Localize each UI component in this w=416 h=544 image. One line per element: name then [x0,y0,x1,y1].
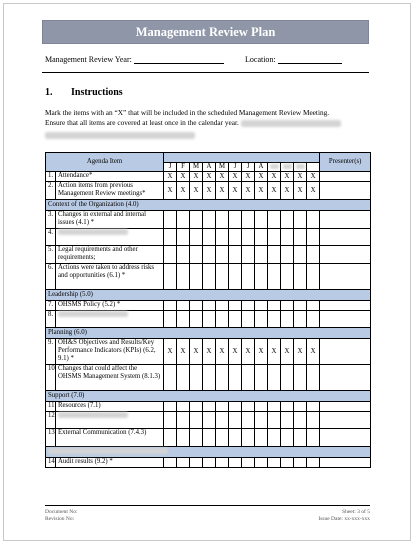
month-mark-cell[interactable] [164,402,177,412]
redacted-text [58,311,128,317]
month-mark-cell[interactable]: X [307,339,320,365]
redacted-month [283,164,292,169]
item-label [56,412,164,429]
month-mark-cell[interactable] [164,429,177,447]
month-mark-cell[interactable]: X [190,182,203,200]
month-mark-cell[interactable]: X [255,339,268,365]
month-mark-cell[interactable] [307,412,320,429]
month-mark-cell[interactable] [307,211,320,229]
month-mark-cell[interactable] [307,402,320,412]
month-mark-cell[interactable] [216,301,229,311]
month-header: A [255,163,268,172]
month-mark-cell[interactable] [307,229,320,246]
month-header: J [242,163,255,172]
month-header: J [229,163,242,172]
location-field [245,55,342,64]
month-mark-cell[interactable] [294,229,307,246]
item-number: 2. [46,182,56,200]
presenter-cell[interactable] [320,246,371,264]
month-mark-cell[interactable]: X [255,172,268,182]
month-mark-cell[interactable] [229,246,242,264]
month-mark-cell[interactable] [190,365,203,391]
month-mark-cell[interactable] [307,301,320,311]
month-mark-cell[interactable] [164,264,177,290]
month-mark-cell[interactable] [294,429,307,447]
month-mark-cell[interactable] [216,365,229,391]
review-year-field [45,55,224,64]
item-label: Legal requirements and other requirements; [56,246,164,264]
month-mark-cell[interactable]: X [203,182,216,200]
month-header: A [203,163,216,172]
month-mark-cell[interactable] [307,365,320,391]
item-label: Audit results (9.2) * [56,458,164,468]
item-label: OH&S Objectives and Results/Key Performance Indicators (KPIs) (6.2, 9.1) * [56,339,164,365]
presenter-cell[interactable] [320,301,371,311]
item-label: Attendance* [56,172,164,182]
redacted-text [48,448,168,454]
month-mark-cell[interactable] [294,211,307,229]
month-mark-cell[interactable] [229,412,242,429]
item-number: 5. [46,246,56,264]
month-mark-cell[interactable] [203,211,216,229]
section-label: Planning (6.0) [46,328,371,339]
section-row [46,391,371,402]
month-mark-cell[interactable] [216,211,229,229]
item-label: OHSMS Policy (5.2) * [56,301,164,311]
month-mark-cell[interactable] [229,264,242,290]
month-mark-cell[interactable] [177,412,190,429]
month-mark-cell[interactable] [177,311,190,328]
month-mark-cell[interactable] [242,429,255,447]
month-mark-cell[interactable] [268,429,281,447]
month-mark-cell[interactable] [281,301,294,311]
agenda-row [46,402,371,412]
month-mark-cell[interactable] [229,211,242,229]
month-mark-cell[interactable]: X [190,339,203,365]
presenter-cell[interactable] [320,429,371,447]
month-mark-cell[interactable] [281,412,294,429]
month-mark-cell[interactable] [268,246,281,264]
month-mark-cell[interactable] [177,458,190,468]
item-number: 14. [46,458,56,468]
month-mark-cell[interactable] [255,412,268,429]
redacted-text [45,132,195,139]
month-mark-cell[interactable] [177,211,190,229]
month-mark-cell[interactable] [281,458,294,468]
month-mark-cell[interactable] [229,429,242,447]
month-mark-cell[interactable] [242,365,255,391]
month-mark-cell[interactable] [164,301,177,311]
month-mark-cell[interactable] [281,402,294,412]
month-mark-cell[interactable] [242,246,255,264]
month-mark-cell[interactable] [268,311,281,328]
presenter-cell[interactable] [320,412,371,429]
agenda-row [46,172,371,182]
month-mark-cell[interactable] [229,311,242,328]
month-mark-cell[interactable]: X [229,339,242,365]
month-mark-cell[interactable]: X [242,182,255,200]
month-mark-cell[interactable]: X [216,182,229,200]
month-mark-cell[interactable] [229,458,242,468]
month-mark-cell[interactable] [216,229,229,246]
month-mark-cell[interactable]: X [216,339,229,365]
presenter-cell[interactable] [320,182,371,200]
month-mark-cell[interactable] [242,311,255,328]
agenda-row [46,311,371,328]
item-label: External Communication (7.4.3) [56,429,164,447]
month-mark-cell[interactable] [268,402,281,412]
revision-number: Revision No: [45,516,75,522]
month-mark-cell[interactable] [190,311,203,328]
month-mark-cell[interactable] [255,246,268,264]
month-mark-cell[interactable]: X [268,339,281,365]
redacted-text [58,412,128,418]
presenter-cell[interactable] [320,172,371,182]
redacted-text [58,229,128,235]
meta-divider [42,72,369,73]
month-mark-cell[interactable]: X [268,172,281,182]
month-mark-cell[interactable]: X [242,172,255,182]
item-number: 13. [46,429,56,447]
month-mark-cell[interactable] [229,301,242,311]
month-mark-cell[interactable] [281,311,294,328]
month-mark-cell[interactable]: X [164,182,177,200]
agenda-item-header: Agenda Item [46,153,164,172]
item-number: 6. [46,264,56,290]
presenter-cell[interactable] [320,339,371,365]
presenter-cell[interactable] [320,229,371,246]
month-mark-cell[interactable]: X [203,339,216,365]
month-mark-cell[interactable] [255,402,268,412]
month-mark-cell[interactable] [268,301,281,311]
redacted-text [241,120,341,127]
review-plan-table [45,152,371,468]
item-number: 11. [46,402,56,412]
agenda-row [46,182,371,200]
month-mark-cell[interactable] [164,229,177,246]
instructions-line-1: Mark the items with an “X” that will be included in the scheduled Management Review Meeting. [45,108,330,117]
item-label: Changes in external and internal issues (4.1) * [56,211,164,229]
month-mark-cell[interactable] [242,229,255,246]
month-mark-cell[interactable]: X [203,172,216,182]
presenter-cell[interactable] [320,264,371,290]
month-mark-cell[interactable]: X [307,172,320,182]
month-mark-cell[interactable] [255,264,268,290]
month-mark-cell[interactable]: X [177,339,190,365]
item-number: 10. [46,365,56,391]
section-title: Instructions [71,87,123,98]
month-mark-cell[interactable] [242,412,255,429]
month-mark-cell[interactable] [190,458,203,468]
month-mark-cell[interactable]: X [229,172,242,182]
section-row [46,200,371,211]
item-label: Action items from previous Management Review meetings* [56,182,164,200]
month-mark-cell[interactable] [190,301,203,311]
location-blank[interactable] [278,56,342,64]
month-mark-cell[interactable]: X [307,182,320,200]
month-mark-cell[interactable] [242,458,255,468]
instructions-heading [45,87,123,98]
month-mark-cell[interactable] [268,264,281,290]
agenda-row [46,211,371,229]
month-mark-cell[interactable] [281,211,294,229]
agenda-row [46,412,371,429]
month-mark-cell[interactable] [281,246,294,264]
month-mark-cell[interactable] [255,429,268,447]
month-mark-cell[interactable] [164,458,177,468]
month-mark-cell[interactable] [294,412,307,429]
month-header: J [164,163,177,172]
presenter-cell[interactable] [320,458,371,468]
month-mark-cell[interactable] [294,264,307,290]
month-mark-cell[interactable] [281,264,294,290]
agenda-row [46,458,371,468]
month-mark-cell[interactable] [294,311,307,328]
month-mark-cell[interactable] [268,229,281,246]
month-mark-cell[interactable]: X [177,182,190,200]
presenter-cell[interactable] [320,211,371,229]
item-number: 7. [46,301,56,311]
review-year-label: Management Review Year: [45,55,132,64]
item-label [56,229,164,246]
month-mark-cell[interactable] [177,365,190,391]
month-mark-cell[interactable] [190,429,203,447]
month-mark-cell[interactable] [190,246,203,264]
month-mark-cell[interactable] [255,458,268,468]
redacted-month [270,164,279,169]
month-mark-cell[interactable] [190,211,203,229]
month-mark-cell[interactable] [255,211,268,229]
month-mark-cell[interactable] [268,412,281,429]
month-mark-cell[interactable] [177,301,190,311]
month-header: M [216,163,229,172]
month-mark-cell[interactable] [255,365,268,391]
month-mark-cell[interactable]: X [164,172,177,182]
month-mark-cell[interactable] [307,458,320,468]
month-mark-cell[interactable] [242,402,255,412]
item-number: 9. [46,339,56,365]
month-mark-cell[interactable] [307,429,320,447]
month-mark-cell[interactable] [164,311,177,328]
section-label [46,447,371,458]
agenda-row [46,301,371,311]
month-mark-cell[interactable] [177,429,190,447]
month-mark-cell[interactable] [216,429,229,447]
month-mark-cell[interactable] [268,211,281,229]
month-mark-cell[interactable] [177,264,190,290]
month-mark-cell[interactable] [229,229,242,246]
month-mark-cell[interactable] [203,412,216,429]
redacted-month [296,164,305,169]
agenda-row [46,229,371,246]
month-mark-cell[interactable] [203,264,216,290]
month-mark-cell[interactable] [164,365,177,391]
month-mark-cell[interactable] [281,365,294,391]
month-mark-cell[interactable] [281,429,294,447]
item-number: 12. [46,412,56,429]
month-mark-cell[interactable] [268,365,281,391]
month-mark-cell[interactable] [203,365,216,391]
month-mark-cell[interactable] [242,301,255,311]
month-mark-cell[interactable] [164,246,177,264]
section-label: Leadership (5.0) [46,290,371,301]
month-mark-cell[interactable] [190,229,203,246]
month-mark-cell[interactable] [255,311,268,328]
month-mark-cell[interactable]: X [294,339,307,365]
month-mark-cell[interactable] [177,246,190,264]
month-header: M [190,163,203,172]
month-mark-cell[interactable] [203,458,216,468]
presenter-cell[interactable] [320,402,371,412]
month-mark-cell[interactable] [216,246,229,264]
page-footer [45,505,370,523]
agenda-row [46,264,371,290]
section-number: 1. [45,87,53,98]
month-mark-cell[interactable] [216,264,229,290]
agenda-row [46,246,371,264]
month-mark-cell[interactable] [203,229,216,246]
month-mark-cell[interactable]: X [164,339,177,365]
month-mark-cell[interactable] [177,402,190,412]
month-mark-cell[interactable] [255,301,268,311]
item-number: 1. [46,172,56,182]
location-label: Location: [245,55,276,64]
presenter-header: Presenter(s) [320,153,371,172]
month-group-header [164,153,320,163]
month-mark-cell[interactable]: X [242,339,255,365]
presenter-cell[interactable] [320,311,371,328]
month-mark-cell[interactable]: X [177,172,190,182]
month-mark-cell[interactable] [216,458,229,468]
month-mark-cell[interactable]: X [294,182,307,200]
month-header [281,163,294,172]
month-mark-cell[interactable]: X [281,182,294,200]
document-number: Document No: [45,509,78,515]
month-mark-cell[interactable] [203,402,216,412]
section-label: Context of the Organization (4.0) [46,200,371,211]
month-mark-cell[interactable] [216,412,229,429]
section-row [46,447,371,458]
instructions-text [45,108,371,140]
month-mark-cell[interactable]: X [281,172,294,182]
month-mark-cell[interactable]: X [281,339,294,365]
month-mark-cell[interactable] [307,264,320,290]
item-label: Resources (7.1) [56,402,164,412]
month-mark-cell[interactable]: X [190,172,203,182]
item-number: 8. [46,311,56,328]
agenda-row [46,339,371,365]
item-number: 4. [46,229,56,246]
month-mark-cell[interactable] [203,429,216,447]
month-mark-cell[interactable] [177,229,190,246]
month-mark-cell[interactable] [268,458,281,468]
page-title: Management Review Plan [42,20,369,44]
month-mark-cell[interactable] [203,246,216,264]
review-year-blank[interactable] [134,56,224,64]
month-mark-cell[interactable] [190,402,203,412]
month-mark-cell[interactable] [242,211,255,229]
month-mark-cell[interactable] [164,412,177,429]
item-label [56,311,164,328]
month-header [268,163,281,172]
section-label: Support (7.0) [46,391,371,402]
month-mark-cell[interactable] [281,229,294,246]
month-mark-cell[interactable] [294,365,307,391]
instructions-line-2: Ensure that all items are covered at least once in the calendar year. [45,118,371,128]
month-mark-cell[interactable] [190,264,203,290]
month-mark-cell[interactable] [229,402,242,412]
month-mark-cell[interactable]: X [229,182,242,200]
section-row [46,290,371,301]
month-mark-cell[interactable] [216,402,229,412]
month-mark-cell[interactable] [203,301,216,311]
instructions-line-3 [45,130,371,140]
month-mark-cell[interactable]: X [255,182,268,200]
item-label: Changes that could affect the OHSMS Management System (8.1.3) [56,365,164,391]
month-header [294,163,307,172]
sheet-info: Sheet: 3 of 5 Issue Date: xx-xxx-xxx [318,509,370,522]
presenter-cell[interactable] [320,365,371,391]
month-header [307,163,320,172]
month-mark-cell[interactable] [307,246,320,264]
agenda-row [46,429,371,447]
month-mark-cell[interactable] [242,264,255,290]
month-mark-cell[interactable]: X [294,172,307,182]
month-mark-cell[interactable] [190,412,203,429]
item-label: Actions were taken to address risks and opportunities (6.1) * [56,264,164,290]
month-mark-cell[interactable] [294,301,307,311]
month-mark-cell[interactable] [164,211,177,229]
month-header: F [177,163,190,172]
section-row [46,328,371,339]
month-mark-cell[interactable] [307,311,320,328]
month-mark-cell[interactable] [294,246,307,264]
month-mark-cell[interactable] [203,311,216,328]
month-mark-cell[interactable]: X [216,172,229,182]
month-mark-cell[interactable]: X [268,182,281,200]
month-mark-cell[interactable] [229,365,242,391]
agenda-row [46,365,371,391]
month-mark-cell[interactable] [216,311,229,328]
item-number: 3. [46,211,56,229]
month-mark-cell[interactable] [255,229,268,246]
month-mark-cell[interactable] [294,402,307,412]
month-mark-cell[interactable] [294,458,307,468]
